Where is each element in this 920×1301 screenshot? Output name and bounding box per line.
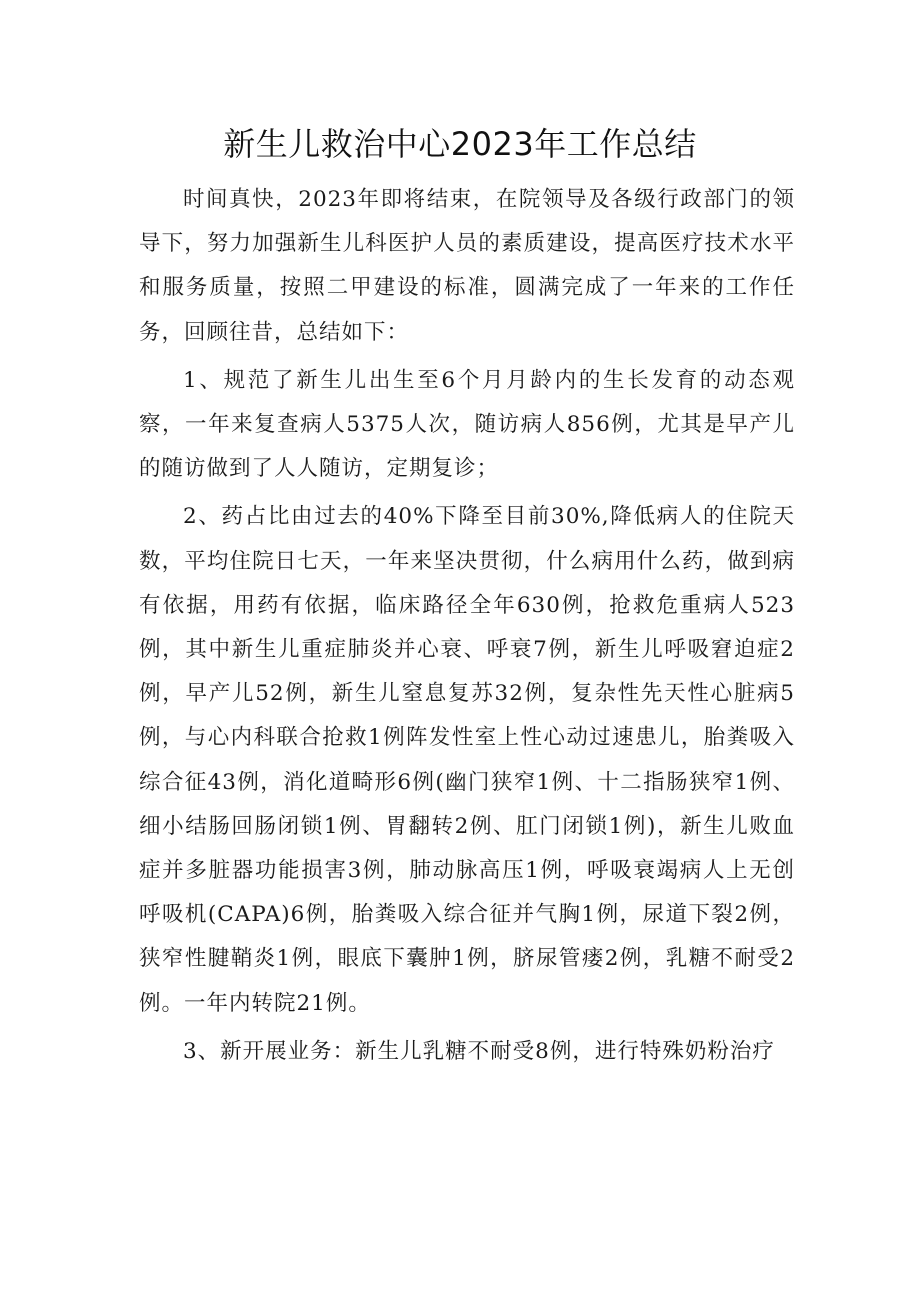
paragraph-item-3: 3、新开展业务：新生儿乳糖不耐受8例，进行特殊奶粉治疗 bbox=[183, 1038, 775, 1064]
paragraph-item-2: 2、药占比由过去的40%下降至目前30%,降低病人的住院天数，平均住院日七天，一年来坚决贯彻，什么病用什么药，做到病有依据，用药有依据，临床路径全年630例，抢救危重病人523例，其中新生儿重症肺炎并心衰、呼衰7例，新生儿呼吸窘迫症2例，早产儿52例，新生儿窒息复苏32例，复杂性先天性心脏病5例，与心内科联合抢救1例阵发性室上性心动过速患儿，胎粪吸入综合征43例，消化道畸形6例(幽门狭窄1例、十二指肠狭窄1例、细小结肠回肠闭锁1例、胃翻转2例、肛门闭锁1例)，新生儿败血症并多脏器功能损害3例，肺动脉高压1例，呼吸衰竭病人上无创呼吸机(CAPA)6例，胎粪吸入综合征并气胸1例，尿道下裂2例，狭窄性腱鞘炎1例，眼底下囊肿1例，脐尿管瘘2例，乳糖不耐受2例。一年内转院21例。 bbox=[139, 504, 795, 1016]
paragraph-intro: 时间真快，2023年即将结束，在院领导及各级行政部门的领导下，努力加强新生儿科医护人员的素质建设，提高医疗技术水平和服务质量，按照二甲建设的标准，圆满完成了一年来的工作任务，回顾往昔，总结如下： bbox=[139, 187, 795, 345]
document-title: 新生儿救治中心2023年工作总结 bbox=[223, 125, 697, 163]
document-body bbox=[139, 178, 795, 1074]
paragraph-item-1: 1、规范了新生儿出生至6个月月龄内的生长发育的动态观察，一年来复查病人5375人次，随访病人856例，尤其是早产儿的随访做到了人人随访，定期复诊； bbox=[139, 367, 795, 482]
